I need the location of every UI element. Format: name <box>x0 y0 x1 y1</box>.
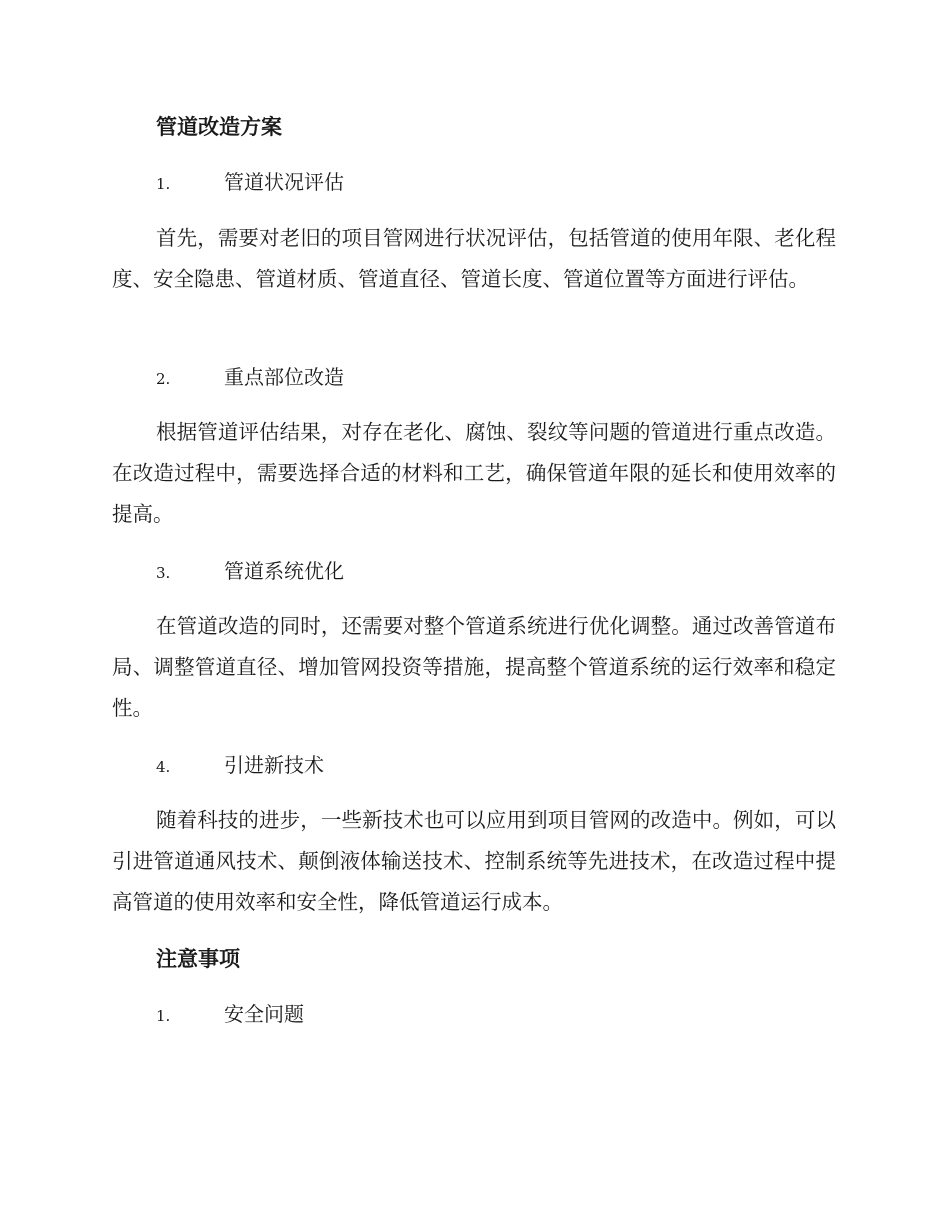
list-item <box>156 168 344 198</box>
item-title: 管道系统优化 <box>224 559 344 583</box>
item-number: 2. <box>156 370 171 388</box>
list-item <box>156 1000 304 1030</box>
item-title: 安全问题 <box>224 1002 304 1026</box>
list-item <box>156 363 344 393</box>
section-heading: 注意事项 <box>156 946 240 971</box>
list-item <box>156 557 344 587</box>
item-number: 1. <box>156 1007 171 1025</box>
paragraph: 首先，需要对老旧的项目管网进行状况评估，包括管道的使用年限、老化程度、安全隐患、管道材质、管道直径、管道长度、管道位置等方面进行评估。 <box>112 226 836 291</box>
paragraph: 随着科技的进步，一些新技术也可以应用到项目管网的改造中。例如，可以引进管道通风技术、颠倒液体输送技术、控制系统等先进技术，在改造过程中提高管道的使用效率和安全性，降低管道运行成本。 <box>112 808 836 914</box>
item-number: 3. <box>156 564 171 582</box>
item-number: 4. <box>156 758 171 776</box>
section-heading: 管道改造方案 <box>156 114 282 139</box>
item-title: 引进新技术 <box>224 753 324 777</box>
item-number: 1. <box>156 175 171 193</box>
item-title: 管道状况评估 <box>224 170 344 194</box>
list-item <box>156 751 324 781</box>
item-title: 重点部位改造 <box>224 365 344 389</box>
paragraph: 在管道改造的同时，还需要对整个管道系统进行优化调整。通过改善管道布局、调整管道直径、增加管网投资等措施，提高整个管道系统的运行效率和稳定性。 <box>112 614 836 720</box>
paragraph: 根据管道评估结果，对存在老化、腐蚀、裂纹等问题的管道进行重点改造。在改造过程中，需要选择合适的材料和工艺，确保管道年限的延长和使用效率的提高。 <box>112 420 836 526</box>
